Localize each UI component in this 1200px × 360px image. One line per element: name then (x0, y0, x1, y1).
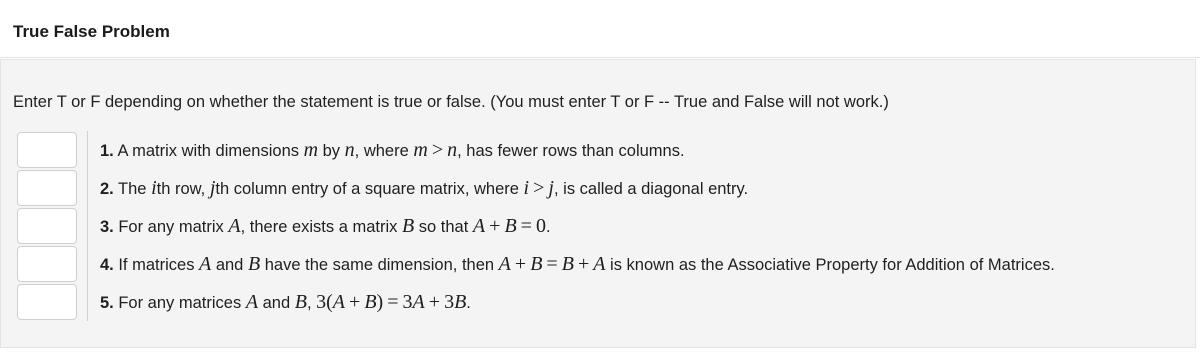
question-text-segment: by (318, 141, 345, 160)
question-text-3 (100, 215, 551, 238)
math-expression: i > j (523, 176, 554, 199)
math-expression: B (401, 214, 415, 237)
question-text-segment: For any matrices (113, 293, 246, 312)
question-list (17, 131, 1055, 321)
row-divider (87, 245, 88, 283)
math-expression: B (294, 290, 307, 313)
math-expression: A (228, 214, 241, 237)
answer-input-5[interactable] (17, 284, 77, 320)
question-row-5 (17, 283, 1055, 321)
question-number: 4. (100, 255, 114, 274)
question-number: 3. (100, 217, 114, 236)
answer-input-3[interactable] (17, 208, 77, 244)
answer-input-4[interactable] (17, 246, 77, 282)
question-text-segment: For any matrix (113, 217, 229, 236)
question-number: 2. (100, 179, 114, 198)
row-divider (87, 283, 88, 321)
question-text-segment: and (258, 293, 295, 312)
question-text-4 (100, 253, 1055, 276)
question-text-segment: so that (414, 217, 473, 236)
math-expression: B (247, 252, 261, 275)
question-text-1 (100, 139, 685, 162)
math-expression: i (151, 176, 157, 199)
question-text-segment: If matrices (113, 255, 200, 274)
question-text-segment: A matrix with dimensions (113, 141, 304, 160)
row-divider (87, 169, 88, 207)
question-row-3 (17, 207, 1055, 245)
question-text-2 (100, 177, 748, 200)
problem-panel (0, 59, 1196, 348)
question-row-4 (17, 245, 1055, 283)
question-text-segment: is known as the Associative Property for Addition of Matrices. (605, 255, 1055, 274)
question-text-segment: The (113, 179, 152, 198)
row-divider (87, 207, 88, 245)
math-expression: A (245, 290, 259, 313)
question-text-segment: , is called a diagonal entry. (553, 179, 749, 198)
question-text-segment: and (211, 255, 248, 274)
question-text-segment: , (306, 293, 317, 312)
question-text-segment: , there exists a matrix (240, 217, 402, 236)
math-expression: j (209, 176, 216, 199)
question-text-segment: , has fewer rows than columns. (457, 141, 685, 160)
problem-title: True False Problem (0, 0, 1200, 58)
math-expression: A + B = B + A (498, 252, 606, 275)
question-text-segment: th row, (156, 179, 210, 198)
question-text-segment: have the same dimension, then (260, 255, 499, 274)
math-expression: m (303, 138, 319, 161)
math-expression: 3(A + B) = 3A + 3B (316, 290, 467, 313)
question-text-5 (100, 291, 471, 314)
question-number: 1. (100, 141, 114, 160)
math-expression: A + B = 0 (472, 214, 546, 237)
answer-input-2[interactable] (17, 170, 77, 206)
question-number: 5. (100, 293, 114, 312)
answer-input-1[interactable] (17, 132, 77, 168)
question-text-segment: . (545, 217, 551, 236)
math-expression: m > n (413, 138, 458, 161)
question-text-segment: , where (354, 141, 414, 160)
row-divider (87, 131, 88, 169)
instructions-text: Enter T or F depending on whether the statement is true or false. (You must enter T or F -- True and False will not work.) (13, 93, 889, 111)
question-text-segment: . (466, 293, 471, 312)
math-expression: A (199, 252, 212, 275)
math-expression: n (344, 138, 355, 161)
question-row-1 (17, 131, 1055, 169)
question-row-2 (17, 169, 1055, 207)
question-text-segment: th column entry of a square matrix, where (215, 179, 524, 198)
